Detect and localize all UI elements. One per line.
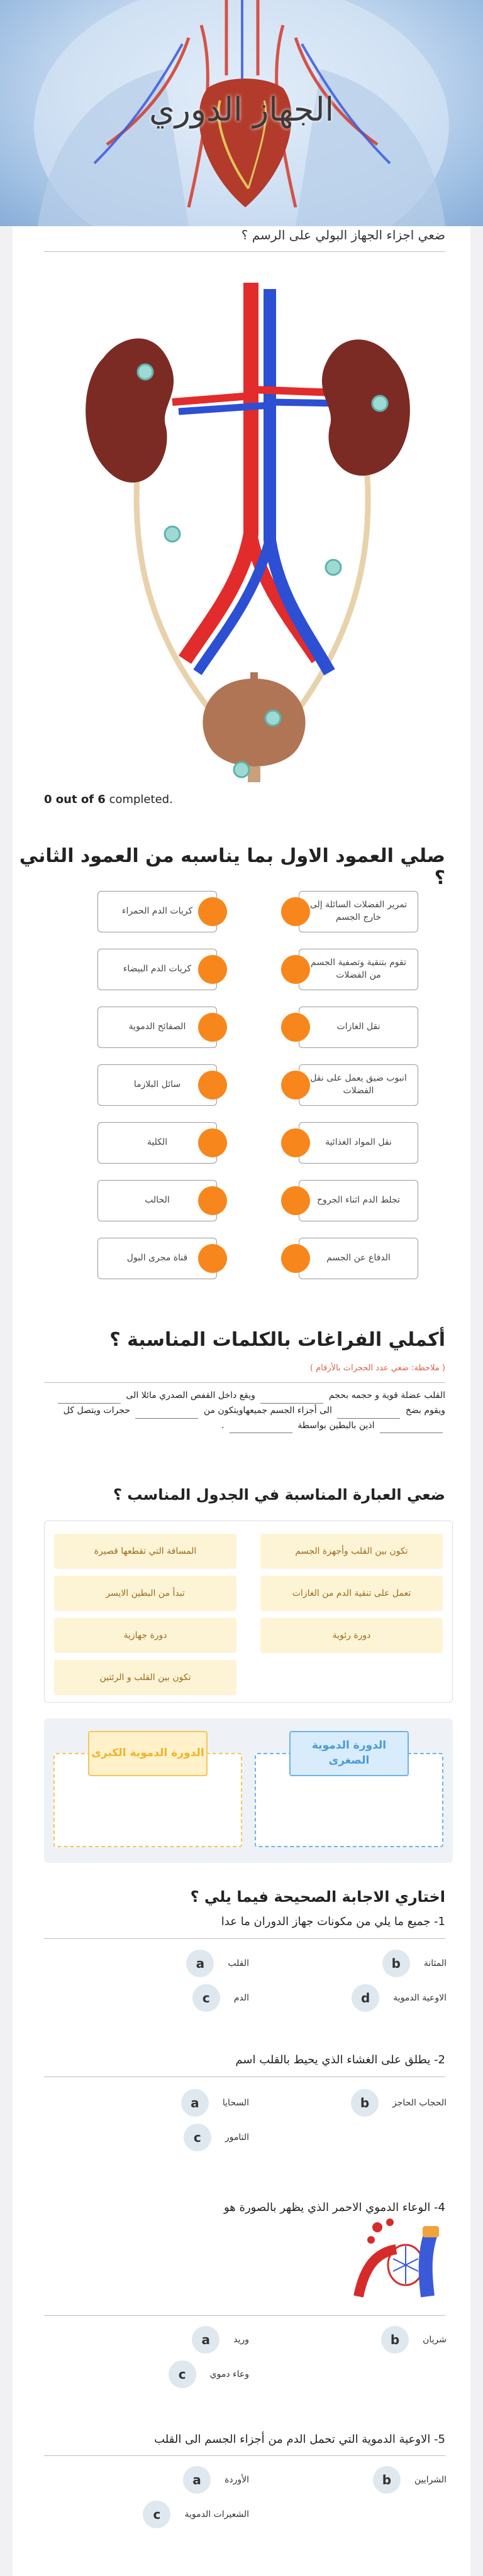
match-right-connector[interactable]: [281, 1013, 310, 1042]
word-bank: [44, 1520, 453, 1703]
match-right-connector[interactable]: [281, 897, 310, 926]
fill-note: ( ملاحظة: ضعي عدد الحجرات بالأرقام ): [309, 1363, 445, 1373]
match-right-item[interactable]: نقل الغازات: [299, 1007, 418, 1048]
draggable-phrase[interactable]: المسافة التي تقطعها قصيرة: [54, 1534, 236, 1569]
match-right-connector[interactable]: [281, 955, 310, 984]
draggable-phrase[interactable]: دورة رئوية: [260, 1618, 443, 1653]
option-text: المثانة: [423, 1958, 447, 1968]
match-left-item[interactable]: قناة مجرى البول: [97, 1238, 217, 1279]
match-right-item[interactable]: الدفاع عن الجسم: [299, 1238, 418, 1279]
mcq-option[interactable]: [258, 2089, 447, 2117]
match-right-connector[interactable]: [281, 1071, 310, 1100]
option-text: الاوعية الدموية: [393, 1993, 447, 2003]
option-text: شريان: [423, 2335, 447, 2345]
fill-text-segment: .: [221, 1420, 225, 1431]
match-left-connector[interactable]: [198, 955, 227, 984]
option-letter[interactable]: a: [186, 1950, 214, 1977]
fill-line-2: [43, 1404, 445, 1419]
fill-text-segment: اذين بالبطين بواسطة: [297, 1420, 375, 1431]
option-letter[interactable]: c: [143, 2501, 170, 2528]
mcq-option[interactable]: [60, 1984, 249, 2012]
mcq-question-text: 1- جميع ما يلي من مكونات جهاز الدوران ما عدا: [221, 1915, 445, 1928]
divider: [44, 2455, 445, 2456]
fill-blank-input[interactable]: [380, 1424, 443, 1433]
match-left-item[interactable]: الكلية: [97, 1122, 217, 1164]
match-right-connector[interactable]: [281, 1186, 310, 1215]
worksheet-page: [13, 0, 470, 2576]
option-letter[interactable]: b: [373, 2466, 401, 2494]
mcq-option[interactable]: [60, 2466, 249, 2494]
progress-suffix: completed.: [105, 793, 173, 806]
fill-blank-input[interactable]: [260, 1395, 323, 1404]
option-letter[interactable]: a: [181, 2089, 209, 2117]
match-right-connector[interactable]: [281, 1244, 310, 1273]
fill-blank-input[interactable]: [337, 1410, 400, 1419]
mcq-option[interactable]: [258, 1950, 447, 1977]
draggable-phrase[interactable]: تعمل على تنقية الدم من الغازات: [260, 1576, 443, 1611]
option-letter[interactable]: b: [351, 2089, 379, 2117]
match-left-item[interactable]: سائل البلازما: [97, 1064, 217, 1106]
table-question-title: ضعي العبارة المناسبة في الجدول المناسب ؟: [113, 1486, 445, 1504]
divider: [44, 1938, 445, 1939]
option-letter[interactable]: a: [192, 2326, 219, 2354]
mcq-title: اختاري الاجابة الصحيحة فيما يلي ؟: [190, 1888, 445, 1906]
match-left-connector[interactable]: [198, 897, 227, 926]
blood-vessel-image: [352, 2215, 453, 2303]
mcq-question-text: 2- يطلق على الغشاء الذي يحيط بالقلب اسم: [235, 2053, 445, 2066]
match-left-connector[interactable]: [198, 1013, 227, 1042]
banner: [0, 0, 483, 226]
match-right-item[interactable]: تجلط الدم اثناء الجروح: [299, 1180, 418, 1221]
mcq-option[interactable]: [60, 1950, 249, 1977]
fill-line-3: [43, 1419, 445, 1434]
fill-blank-input[interactable]: [58, 1395, 121, 1404]
match-left-item[interactable]: كريات الدم الحمراء: [97, 891, 217, 932]
mcq-option[interactable]: [258, 2466, 447, 2494]
matching-title: صلي العمود الاول بما يناسبه من العمود الثاني ؟: [19, 845, 445, 889]
match-right-item[interactable]: نقل المواد الغذائية: [299, 1122, 418, 1164]
option-letter[interactable]: c: [192, 1984, 220, 2012]
option-text: الدم: [233, 1993, 249, 2003]
urinary-system-diagram: [65, 270, 443, 785]
draggable-phrase[interactable]: تبدأ من البطين الايسر: [54, 1576, 236, 1611]
fill-blank-input[interactable]: [230, 1424, 292, 1433]
mcq-option[interactable]: [60, 2326, 249, 2354]
urinary-question-title: ضعي اجزاء الجهاز البولي على الرسم ؟: [241, 227, 445, 243]
fill-text-segment: ويقع داخل القفص الصدري مائلا الى: [126, 1390, 255, 1400]
fill-blank-input[interactable]: [135, 1410, 198, 1419]
divider: [44, 1382, 445, 1383]
option-text: الشعيرات الدموية: [184, 2509, 249, 2519]
match-left-item[interactable]: الصفائح الدموية: [97, 1007, 217, 1048]
progress-count: 0 out of 6: [44, 793, 106, 806]
mcq-option[interactable]: [60, 2501, 249, 2528]
fill-paragraph: [43, 1389, 445, 1433]
fill-line-1: [43, 1389, 445, 1404]
mcq-question-text: 5- الاوعية الدموية التي تحمل الدم من أجزاء الجسم الى القلب: [154, 2433, 445, 2446]
fill-text-segment: حجرات ويتصل كل: [63, 1405, 130, 1416]
match-left-connector[interactable]: [198, 1186, 227, 1215]
banner-title: الجهاز الدوري: [149, 91, 334, 129]
option-letter[interactable]: b: [382, 1950, 410, 1977]
draggable-phrase[interactable]: تكون بين القلب وأجهزة الجسم: [260, 1534, 443, 1569]
fill-text-segment: ويقوم بضخ: [405, 1405, 445, 1416]
match-left-connector[interactable]: [198, 1244, 227, 1273]
divider: [44, 2315, 445, 2316]
mcq-question-text: 4- الوعاء الدموي الاحمر الذي يظهر بالصورة هو: [224, 2201, 445, 2214]
option-text: وريد: [233, 2335, 249, 2345]
option-text: الأوردة: [225, 2475, 249, 2485]
option-letter[interactable]: c: [184, 2124, 211, 2151]
match-right-item[interactable]: تقوم بتنقية وتصفية الجسم من الفضلات: [299, 949, 418, 990]
option-text: وعاء دموي: [209, 2369, 249, 2379]
fill-title: أكملي الفراغات بالكلمات المناسبة ؟: [109, 1329, 445, 1351]
option-letter[interactable]: d: [352, 1984, 379, 2012]
draggable-phrase[interactable]: تكون بين القلب و الرئتين: [54, 1660, 236, 1695]
match-left-item[interactable]: الحالب: [97, 1180, 217, 1221]
divider: [44, 251, 445, 252]
mcq-option[interactable]: [60, 2360, 249, 2388]
mcq-option[interactable]: [60, 2124, 249, 2151]
match-right-item[interactable]: تمرير الفضلات السائلة إلى خارج الجسم: [299, 891, 418, 932]
option-letter[interactable]: a: [183, 2466, 211, 2494]
match-right-connector[interactable]: [281, 1128, 310, 1157]
fill-text-segment: الى أجزاء الجسم جميعهاويتكون من: [203, 1405, 332, 1416]
ribbon-small-circulation: الدورة الدموية الصغرى: [289, 1731, 409, 1776]
drop-panel: [44, 1718, 453, 1863]
match-left-item[interactable]: كريات الدم البيضاء: [97, 949, 217, 990]
mcq-option[interactable]: [60, 2089, 249, 2117]
match-left-connector[interactable]: [198, 1128, 227, 1157]
option-text: الشرايين: [414, 2475, 447, 2485]
ribbon-big-circulation: الدورة الدموية الكبرى: [88, 1731, 208, 1776]
progress-text: [44, 793, 173, 806]
mcq-option[interactable]: [258, 1984, 447, 2012]
option-text: الحجاب الحاجز: [392, 2098, 447, 2108]
match-left-connector[interactable]: [198, 1071, 227, 1100]
option-text: السحايا: [222, 2098, 249, 2108]
option-text: التامور: [225, 2132, 249, 2142]
option-letter[interactable]: c: [169, 2360, 196, 2388]
match-right-item[interactable]: انبوب ضيق يعمل على نقل الفضلات: [299, 1064, 418, 1106]
fill-text-segment: القلب عضلة قوية و حجمه بحجم: [328, 1390, 445, 1400]
mcq-option[interactable]: [258, 2326, 447, 2354]
option-text: القلب: [228, 1958, 249, 1968]
option-letter[interactable]: b: [381, 2326, 409, 2354]
draggable-phrase[interactable]: دورة جهازية: [54, 1618, 236, 1653]
